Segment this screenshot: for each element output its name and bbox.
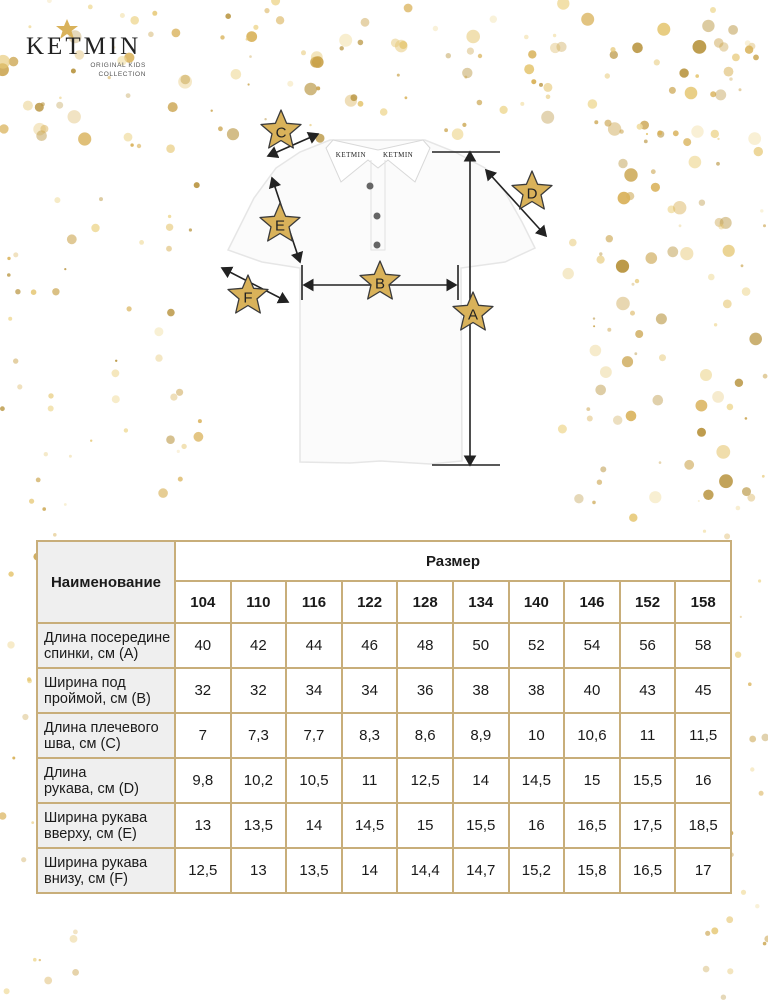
value-cell: 32 <box>175 668 231 713</box>
row-name-name-line2: спинки, см (A) <box>44 645 139 662</box>
value-cell: 15,5 <box>453 803 509 848</box>
value-cell: 54 <box>564 623 620 668</box>
star-label-f: F <box>243 289 253 307</box>
value-cell: 14 <box>342 848 398 893</box>
value-cell: 16,5 <box>564 803 620 848</box>
value-cell: 15,2 <box>509 848 565 893</box>
value-cell: 58 <box>675 623 731 668</box>
row-name-name-line1: Длина плечевого <box>44 719 159 736</box>
table-row <box>37 713 731 758</box>
value-cell: 10,6 <box>564 713 620 758</box>
value-cell: 10 <box>509 713 565 758</box>
value-cell: 7,7 <box>286 713 342 758</box>
value-cell: 14 <box>453 758 509 803</box>
value-cell: 46 <box>342 623 398 668</box>
value-cell: 38 <box>509 668 565 713</box>
value-cell: 40 <box>564 668 620 713</box>
brand-tagline-line2: COLLECTION <box>98 71 146 78</box>
value-cell: 16 <box>675 758 731 803</box>
row-name-name-line2: шва, см (C) <box>44 735 121 752</box>
value-cell: 34 <box>286 668 342 713</box>
size-header-158: 158 <box>675 581 731 623</box>
value-cell: 17 <box>675 848 731 893</box>
polo-shirt-illustration <box>228 140 535 464</box>
value-cell: 45 <box>675 668 731 713</box>
row-name-name-line2: внизу, см (F) <box>44 870 128 887</box>
row-name-name-line2: проймой, см (B) <box>44 690 151 707</box>
value-cell: 43 <box>620 668 676 713</box>
value-cell: 8,9 <box>453 713 509 758</box>
value-cell: 9,8 <box>175 758 231 803</box>
size-header-110: 110 <box>231 581 287 623</box>
star-label-b: B <box>374 275 386 293</box>
value-cell: 15,8 <box>564 848 620 893</box>
collar-label-left: KETMIN <box>335 151 366 159</box>
value-cell: 40 <box>175 623 231 668</box>
value-cell: 14,5 <box>509 758 565 803</box>
size-header-116: 116 <box>286 581 342 623</box>
row-name-name-line1: Ширина рукава <box>44 854 148 871</box>
row-name-cell <box>37 713 175 758</box>
size-header-104: 104 <box>175 581 231 623</box>
value-cell: 48 <box>397 623 453 668</box>
value-cell: 11 <box>342 758 398 803</box>
brand-name: KETMIN <box>26 33 142 60</box>
value-cell: 10,2 <box>231 758 287 803</box>
star-marker-f-icon <box>228 275 268 313</box>
row-name-cell <box>37 668 175 713</box>
value-cell: 14,4 <box>397 848 453 893</box>
row-name-cell <box>37 848 175 893</box>
value-cell: 13 <box>231 848 287 893</box>
size-header-152: 152 <box>620 581 676 623</box>
value-cell: 11 <box>620 713 676 758</box>
value-cell: 13,5 <box>286 848 342 893</box>
value-cell: 8,3 <box>342 713 398 758</box>
brand-tagline-line1: ORIGINAL KIDS <box>90 62 146 69</box>
value-cell: 13,5 <box>231 803 287 848</box>
row-name-name-line2: вверху, см (E) <box>44 825 137 842</box>
row-name-name-line1: Ширина под <box>44 674 126 691</box>
value-cell: 36 <box>397 668 453 713</box>
value-cell: 52 <box>509 623 565 668</box>
row-name-cell <box>37 803 175 848</box>
value-cell: 12,5 <box>175 848 231 893</box>
value-cell: 34 <box>342 668 398 713</box>
value-cell: 7 <box>175 713 231 758</box>
row-name-name-line1: Ширина рукава <box>44 809 148 826</box>
value-cell: 38 <box>453 668 509 713</box>
table-row <box>37 848 731 893</box>
star-label-d: D <box>526 185 538 203</box>
value-cell: 56 <box>620 623 676 668</box>
table-size-group-header: Размер <box>175 541 731 581</box>
star-marker-d-icon <box>512 171 552 209</box>
value-cell: 10,5 <box>286 758 342 803</box>
row-name-name-line1: Длина <box>44 764 87 781</box>
size-header-134: 134 <box>453 581 509 623</box>
value-cell: 8,6 <box>397 713 453 758</box>
size-header-128: 128 <box>397 581 453 623</box>
value-cell: 14,5 <box>342 803 398 848</box>
value-cell: 16,5 <box>620 848 676 893</box>
star-label-c: C <box>275 124 287 142</box>
value-cell: 15 <box>397 803 453 848</box>
value-cell: 13 <box>175 803 231 848</box>
table-row <box>37 668 731 713</box>
value-cell: 50 <box>453 623 509 668</box>
size-header-122: 122 <box>342 581 398 623</box>
value-cell: 14 <box>286 803 342 848</box>
value-cell: 32 <box>231 668 287 713</box>
size-header-140: 140 <box>509 581 565 623</box>
row-name-cell <box>37 758 175 803</box>
table-row <box>37 758 731 803</box>
value-cell: 7,3 <box>231 713 287 758</box>
value-cell: 15,5 <box>620 758 676 803</box>
row-name-name-line2: рукава, см (D) <box>44 780 139 797</box>
table-corner-header: Наименование <box>37 541 175 623</box>
table-row <box>37 803 731 848</box>
star-label-e: E <box>274 217 286 235</box>
value-cell: 15 <box>564 758 620 803</box>
collar-label-right: KETMIN <box>383 151 414 159</box>
value-cell: 42 <box>231 623 287 668</box>
size-chart-table <box>36 540 732 894</box>
value-cell: 11,5 <box>675 713 731 758</box>
star-marker-c-icon <box>261 110 301 148</box>
row-name-name-line1: Длина посередине <box>44 629 171 646</box>
value-cell: 12,5 <box>397 758 453 803</box>
value-cell: 16 <box>509 803 565 848</box>
value-cell: 14,7 <box>453 848 509 893</box>
size-header-146: 146 <box>564 581 620 623</box>
table-row <box>37 623 731 668</box>
star-label-a: A <box>467 306 479 324</box>
value-cell: 17,5 <box>620 803 676 848</box>
row-name-cell <box>37 623 175 668</box>
value-cell: 18,5 <box>675 803 731 848</box>
value-cell: 44 <box>286 623 342 668</box>
